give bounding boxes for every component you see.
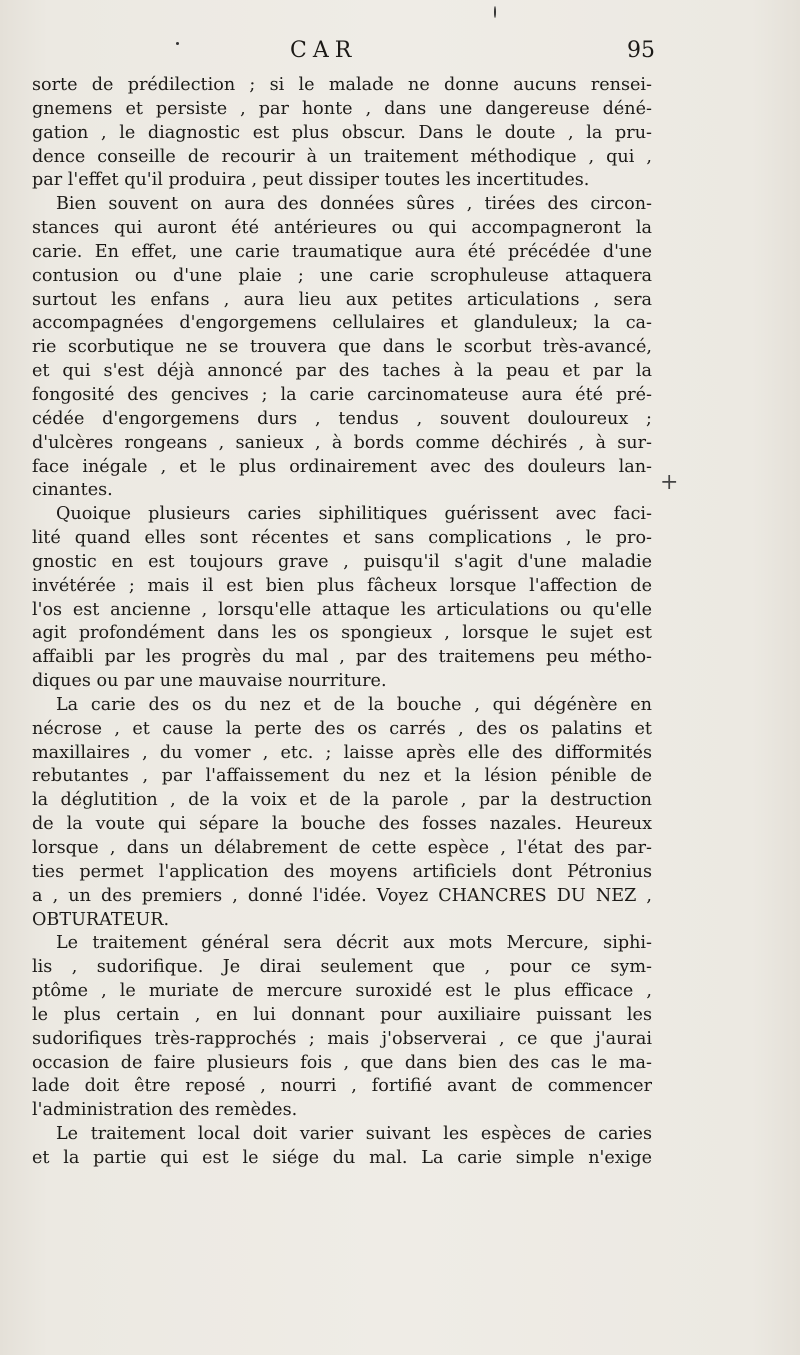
text-line: de la voute qui sépare la bouche des fosses nazales. Heureux	[32, 814, 652, 835]
text-line: rebutantes , par l'affaissement du nez et la lésion pénible de	[32, 766, 652, 787]
text-line: surtout les enfans , aura lieu aux petites articulations , sera	[32, 289, 652, 310]
text-line: cédée d'engorgemens durs , tendus , souvent douloureux ;	[32, 408, 652, 429]
text-line: sudorifiques très-rapprochés ; mais j'observerai , ce que j'aurai	[32, 1028, 652, 1049]
text-line: Le traitement local doit varier suivant les espèces de caries	[56, 1124, 652, 1145]
body-text	[32, 74, 652, 1171]
text-line: face inégale , et le plus ordinairement avec des douleurs lan-	[32, 456, 652, 477]
text-line: lade doit être reposé , nourri , fortifié avant de commencer	[32, 1076, 652, 1097]
text-line: et qui s'est déjà annoncé par des taches à la peau et par la	[32, 361, 652, 382]
text-line: rie scorbutique ne se trouvera que dans le scorbut très-avancé,	[32, 337, 652, 358]
text-line: maxillaires , du vomer , etc. ; laisse après elle des difformités	[32, 742, 652, 763]
text-line: contusion ou d'une plaie ; une carie scrophuleuse attaquera	[32, 265, 652, 286]
text-line: le plus certain , en lui donnant pour auxiliaire puissant les	[32, 1004, 652, 1025]
text-line: l'administration des remèdes.	[32, 1100, 298, 1121]
text-line: par l'effet qu'il produira , peut dissiper toutes les incertitudes.	[32, 170, 590, 191]
text-line: La carie des os du nez et de la bouche , qui dégénère en	[56, 694, 652, 715]
text-line: la déglutition , de la voix et de la parole , par la destruction	[32, 790, 652, 811]
text-line: l'os est ancienne , lorsqu'elle attaque les articulations ou qu'elle	[32, 599, 652, 620]
page-number: 95	[627, 38, 655, 63]
text-line: et la partie qui est le siége du mal. La carie simple n'exige	[32, 1147, 652, 1168]
text-line: diques ou par une mauvaise nourriture.	[32, 671, 387, 692]
text-line: ptôme , le muriate de mercure suroxidé est le plus efficace ,	[32, 981, 652, 1002]
text-line: cinantes.	[32, 480, 113, 501]
text-line: gnemens et persiste , par honte , dans une dangereuse déné-	[32, 98, 652, 119]
text-line: gnostic en est toujours grave , puisqu'il s'agit d'une maladie	[32, 551, 652, 572]
text-line: dence conseille de recourir à un traitement méthodique , qui ,	[32, 146, 652, 167]
text-line: gation , le diagnostic est plus obscur. Dans le doute , la pru-	[32, 122, 652, 143]
text-line: Le traitement général sera décrit aux mots Mercure, siphi-	[56, 933, 652, 954]
text-line: a , un des premiers , donné l'idée. Voyez CHANCRES DU NEZ ,	[32, 885, 652, 906]
ink-speck	[494, 6, 496, 18]
text-line: carie. En effet, une carie traumatique aura été précédée d'une	[32, 241, 652, 262]
text-line: agit profondément dans les os spongieux , lorsque le sujet est	[32, 623, 652, 644]
text-line: lis , sudorifique. Je dirai seulement que , pour ce sym-	[32, 957, 652, 978]
text-line: lorsque , dans un délabrement de cette espèce , l'état des par-	[32, 838, 652, 858]
page-header	[0, 38, 800, 72]
text-line: accompagnées d'engorgemens cellulaires et glanduleux; la ca-	[32, 313, 652, 334]
text-line: OBTURATEUR.	[32, 909, 170, 930]
text-line: occasion de faire plusieurs fois , que dans bien des cas le ma-	[32, 1052, 652, 1073]
text-line: Quoique plusieurs caries siphilitiques guérissent avec faci-	[56, 504, 652, 525]
text-line: affaibli par les progrès du mal , par des traitemens peu métho-	[32, 647, 652, 668]
text-line: fongosité des gencives ; la carie carcinomateuse aura été pré-	[32, 384, 652, 405]
text-line: invétérée ; mais il est bien plus fâcheux lorsque l'affection de	[32, 575, 652, 596]
text-line: d'ulcères rongeans , sanieux , à bords comme déchirés , à sur-	[32, 432, 652, 453]
running-head: CAR	[290, 38, 358, 63]
text-line: lité quand elles sont récentes et sans complications , le pro-	[32, 528, 652, 549]
text-line: ties permet l'application des moyens artificiels dont Pétronius	[32, 861, 652, 882]
text-line: sorte de prédilection ; si le malade ne donne aucuns rensei-	[32, 75, 652, 95]
text-line: Bien souvent on aura des données sûres , tirées des circon-	[56, 194, 652, 215]
text-line: nécrose , et cause la perte des os carrés , des os palatins et	[32, 718, 652, 739]
margin-annotation: +	[660, 470, 679, 495]
text-line: stances qui auront été antérieures ou qui accompagneront la	[32, 218, 652, 239]
